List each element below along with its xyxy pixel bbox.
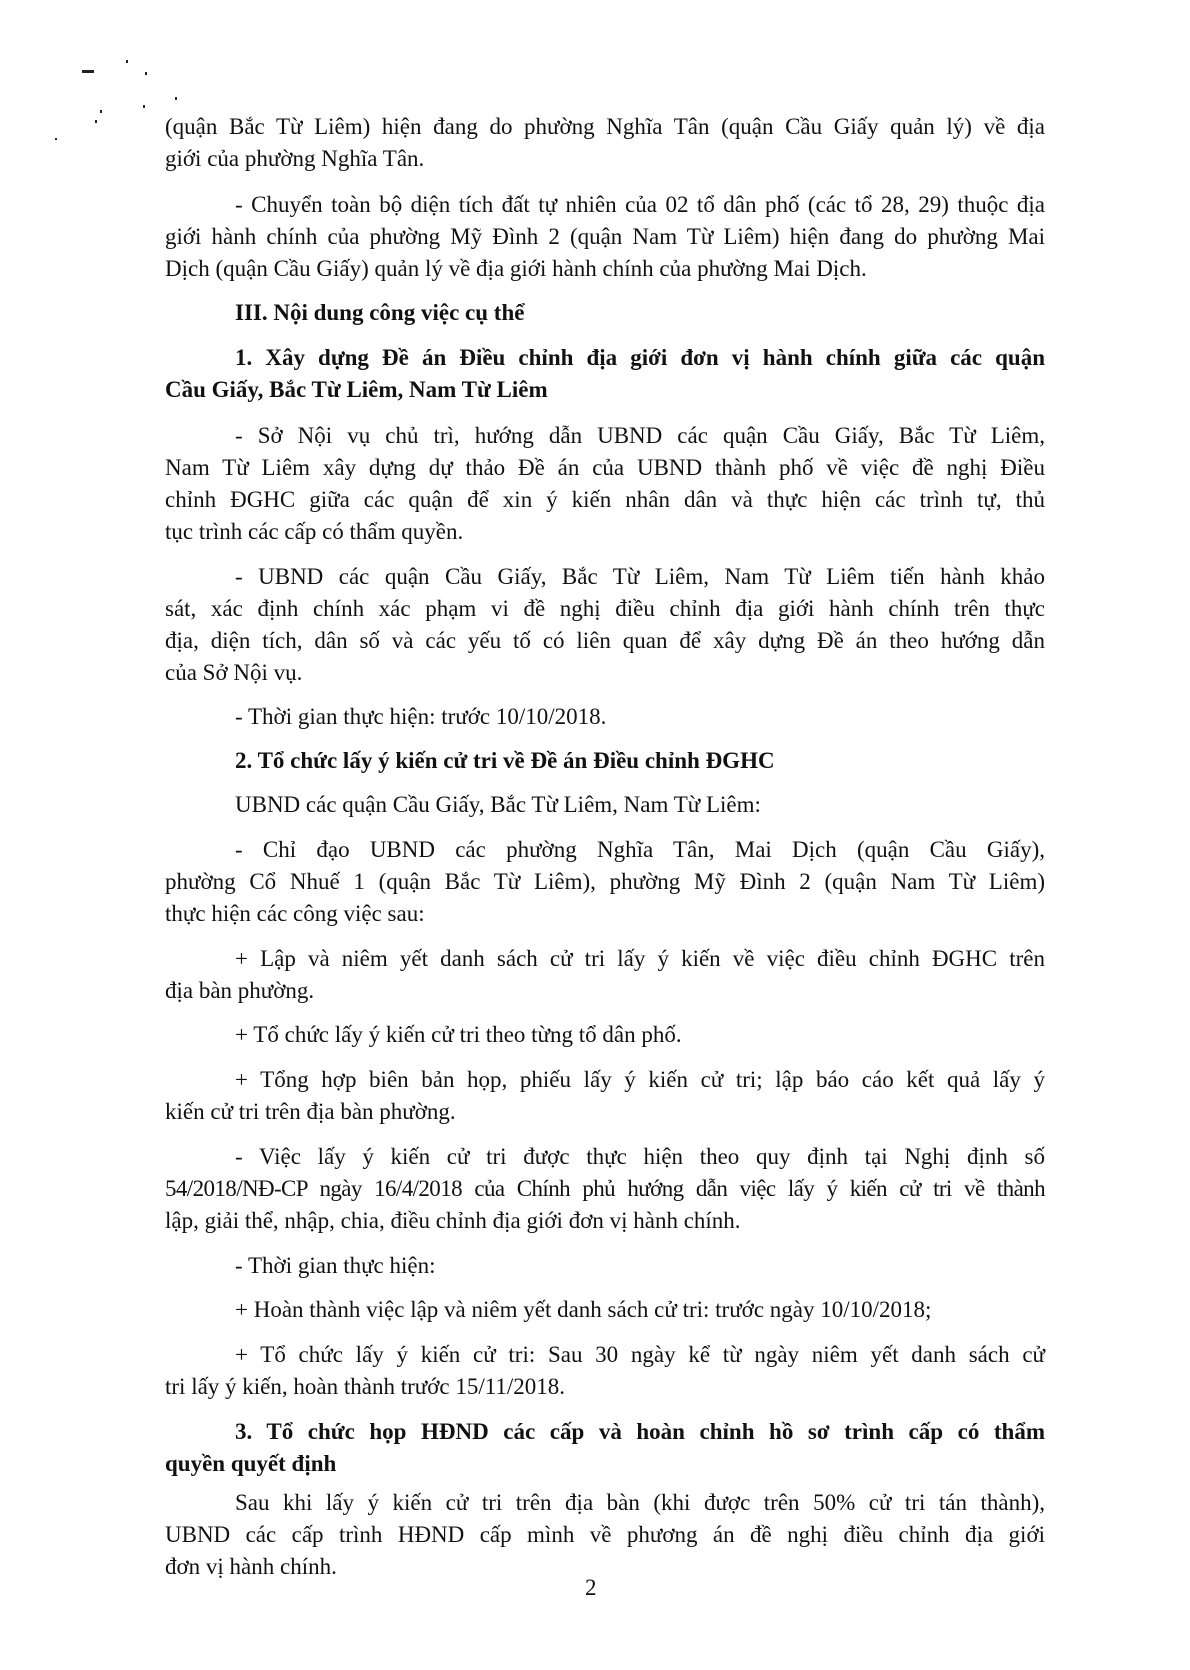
text-line: - Sở Nội vụ chủ trì, hướng dẫn UBND các quận Cầu Giấy, Bắc Từ Liêm,	[235, 423, 1045, 448]
text-line: của Sở Nội vụ.	[165, 660, 303, 685]
text-line: thực hiện các công việc sau:	[165, 901, 425, 926]
subsection-heading: 2. Tổ chức lấy ý kiến cử tri về Đề án Điều chỉnh ĐGHC	[235, 748, 775, 773]
scan-speck	[143, 105, 145, 108]
text-line: kiến cử tri trên địa bàn phường.	[165, 1099, 456, 1124]
text-line: Dịch (quận Cầu Giấy) quản lý về địa giới hành chính của phường Mai Dịch.	[165, 256, 867, 281]
scan-speck	[100, 110, 102, 113]
text-line: địa, diện tích, dân số và các yếu tố có liên quan để xây dựng Đề án theo hướng dẫn	[165, 628, 1045, 653]
scan-speck	[82, 70, 94, 73]
text-line: Nam Từ Liêm xây dựng dự thảo Đề án của UBND thành phố về việc đề nghị Điều	[165, 455, 1045, 480]
subsection-heading: 3. Tổ chức họp HĐND các cấp và hoàn chỉnh hồ sơ trình cấp có thẩm	[235, 1419, 1045, 1444]
text-line: đơn vị hành chính.	[165, 1554, 337, 1579]
section-heading: III. Nội dung công việc cụ thể	[235, 300, 525, 325]
page-number: 2	[585, 1575, 597, 1600]
text-line: địa bàn phường.	[165, 978, 315, 1003]
text-line: phường Cổ Nhuế 1 (quận Bắc Từ Liêm), phường Mỹ Đình 2 (quận Nam Từ Liêm)	[165, 869, 1045, 894]
text-line: UBND các quận Cầu Giấy, Bắc Từ Liêm, Nam Từ Liêm:	[235, 792, 761, 817]
text-line: - Chỉ đạo UBND các phường Nghĩa Tân, Mai Dịch (quận Cầu Giấy),	[235, 837, 1045, 862]
text-line: + Lập và niêm yết danh sách cử tri lấy ý kiến về việc điều chỉnh ĐGHC trên	[235, 946, 1045, 971]
scan-speck	[175, 97, 177, 100]
scan-speck	[55, 138, 57, 140]
text-line: + Tổng hợp biên bản họp, phiếu lấy ý kiến cử tri; lập báo cáo kết quả lấy ý	[235, 1067, 1045, 1092]
text-line: - Chuyển toàn bộ diện tích đất tự nhiên của 02 tổ dân phố (các tổ 28, 29) thuộc địa	[235, 192, 1045, 217]
text-line: UBND các cấp trình HĐND cấp mình về phương án đề nghị điều chỉnh địa giới	[165, 1522, 1045, 1547]
scan-speck	[95, 120, 97, 123]
text-line: - UBND các quận Cầu Giấy, Bắc Từ Liêm, Nam Từ Liêm tiến hành khảo	[235, 564, 1045, 589]
text-line: tri lấy ý kiến, hoàn thành trước 15/11/2018.	[165, 1374, 566, 1399]
text-line: + Tổ chức lấy ý kiến cử tri theo từng tổ dân phố.	[235, 1022, 682, 1047]
text-line: Sau khi lấy ý kiến cử tri trên địa bàn (khi được trên 50% cử tri tán thành),	[235, 1490, 1045, 1515]
text-line: (quận Bắc Từ Liêm) hiện đang do phường Nghĩa Tân (quận Cầu Giấy quản lý) về địa	[165, 114, 1045, 139]
text-line: giới của phường Nghĩa Tân.	[165, 146, 425, 171]
subsection-heading: Cầu Giấy, Bắc Từ Liêm, Nam Từ Liêm	[165, 377, 548, 402]
text-line: lập, giải thể, nhập, chia, điều chỉnh địa giới đơn vị hành chính.	[165, 1208, 741, 1233]
text-line: sát, xác định chính xác phạm vi đề nghị điều chỉnh địa giới hành chính trên thực	[165, 596, 1045, 621]
text-line: + Hoàn thành việc lập và niêm yết danh sách cử tri: trước ngày 10/10/2018;	[235, 1297, 932, 1322]
text-line: + Tổ chức lấy ý kiến cử tri: Sau 30 ngày kể từ ngày niêm yết danh sách cử	[235, 1342, 1045, 1367]
subsection-heading: quyền quyết định	[165, 1451, 337, 1476]
text-line: - Việc lấy ý kiến cử tri được thực hiện theo quy định tại Nghị định số	[235, 1144, 1045, 1169]
text-line: chỉnh ĐGHC giữa các quận để xin ý kiến nhân dân và thực hiện các trình tự, thủ	[165, 487, 1045, 512]
text-line: - Thời gian thực hiện: trước 10/10/2018.	[235, 704, 607, 729]
text-line: 54/2018/NĐ-CP ngày 16/4/2018 của Chính phủ hướng dẫn việc lấy ý kiến cử tri về thành	[165, 1176, 1045, 1201]
text-line: - Thời gian thực hiện:	[235, 1253, 436, 1278]
scan-speck	[145, 72, 147, 75]
scan-speck	[126, 60, 128, 63]
text-line: giới hành chính của phường Mỹ Đình 2 (quận Nam Từ Liêm) hiện đang do phường Mai	[165, 224, 1045, 249]
subsection-heading: 1. Xây dựng Đề án Điều chỉnh địa giới đơn vị hành chính giữa các quận	[235, 345, 1045, 370]
text-line: tục trình các cấp có thẩm quyền.	[165, 519, 464, 544]
